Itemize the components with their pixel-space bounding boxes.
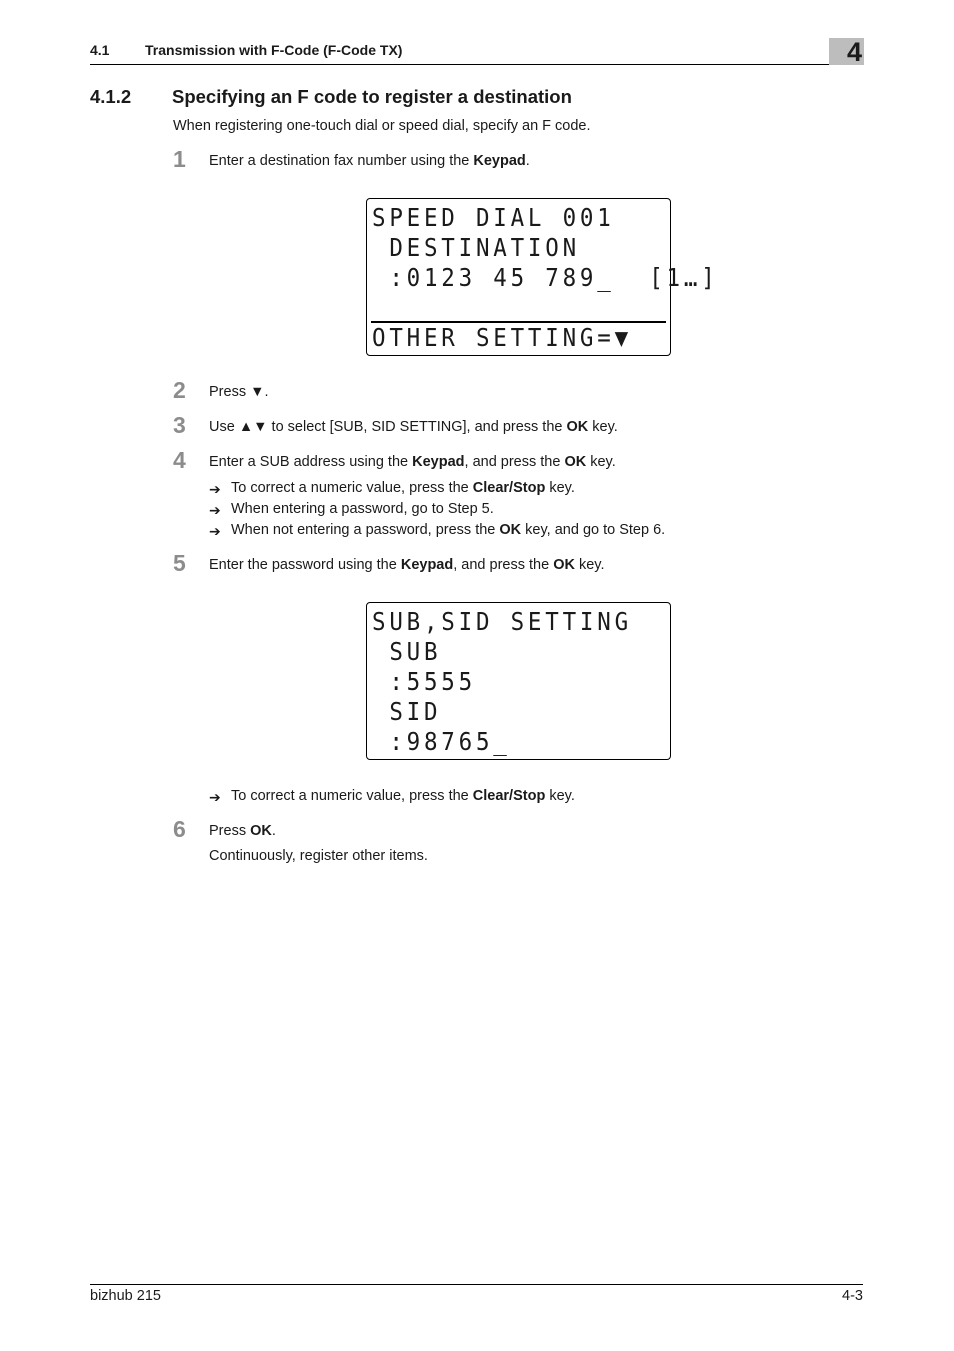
step-text-2: Press ▼. [209,384,269,400]
step-text-3: Use ▲▼ to select [SUB, SID SETTING], and press the OK key. [209,419,618,435]
footer-rule [90,1284,863,1285]
arrow-icon: ➔ [209,789,221,805]
lcd2-line5: :98765_ [372,727,511,756]
arrow-icon: ➔ [209,523,221,539]
header-rule [90,64,863,65]
lcd2-line3: :5555 [372,667,476,696]
lcd2-line4: SID [372,697,442,726]
step-text-5: Enter the password using the Keypad, and press the OK key. [209,557,605,573]
arrow-icon: ➔ [209,502,221,518]
section-intro: When registering one-touch dial or speed dial, specify an F code. [173,118,591,134]
step-5-note: To correct a numeric value, press the Clear/Stop key. [231,788,575,804]
step-4-note-1: To correct a numeric value, press the Clear/Stop key. [231,480,575,496]
step-6-note: Continuously, register other items. [209,848,428,864]
lcd2-line2: SUB [372,637,442,666]
step-4-note-3: When not entering a password, press the OK key, and go to Step 6. [231,522,666,538]
step-number-5: 5 [173,550,186,576]
step-number-1: 1 [173,146,186,172]
lcd1-line3: :0123 45 789_ [1…] [372,263,719,292]
section-number: 4.1.2 [90,86,132,107]
lcd1-line2: DESTINATION [372,233,580,262]
lcd-display-speed-dial [366,198,719,356]
footer-product: bizhub 215 [90,1288,161,1304]
step-text-4: Enter a SUB address using the Keypad, and press the OK key. [209,454,616,470]
lcd-display-sub-sid [366,602,671,760]
footer-page-number: 4-3 [842,1288,863,1304]
header-section-title: Transmission with F-Code (F-Code TX) [145,42,403,58]
step-text-1: Enter a destination fax number using the Keypad. [209,153,530,169]
step-number-4: 4 [173,447,186,473]
header-section-number: 4.1 [90,42,110,58]
step-number-6: 6 [173,816,186,842]
step-text-6: Press OK. [209,823,276,839]
chapter-number: 4 [846,37,862,67]
lcd2-line1: SUB,SID SETTING [372,607,632,636]
step-4-note-2: When entering a password, go to Step 5. [231,501,494,517]
lcd1-line1: SPEED DIAL 001 [372,203,615,232]
arrow-icon: ➔ [209,481,221,497]
lcd1-line4: OTHER SETTING=▼ [372,323,632,352]
step-number-3: 3 [173,412,186,438]
section-title: Specifying an F code to register a destination [172,86,572,107]
step-number-2: 2 [173,377,186,403]
